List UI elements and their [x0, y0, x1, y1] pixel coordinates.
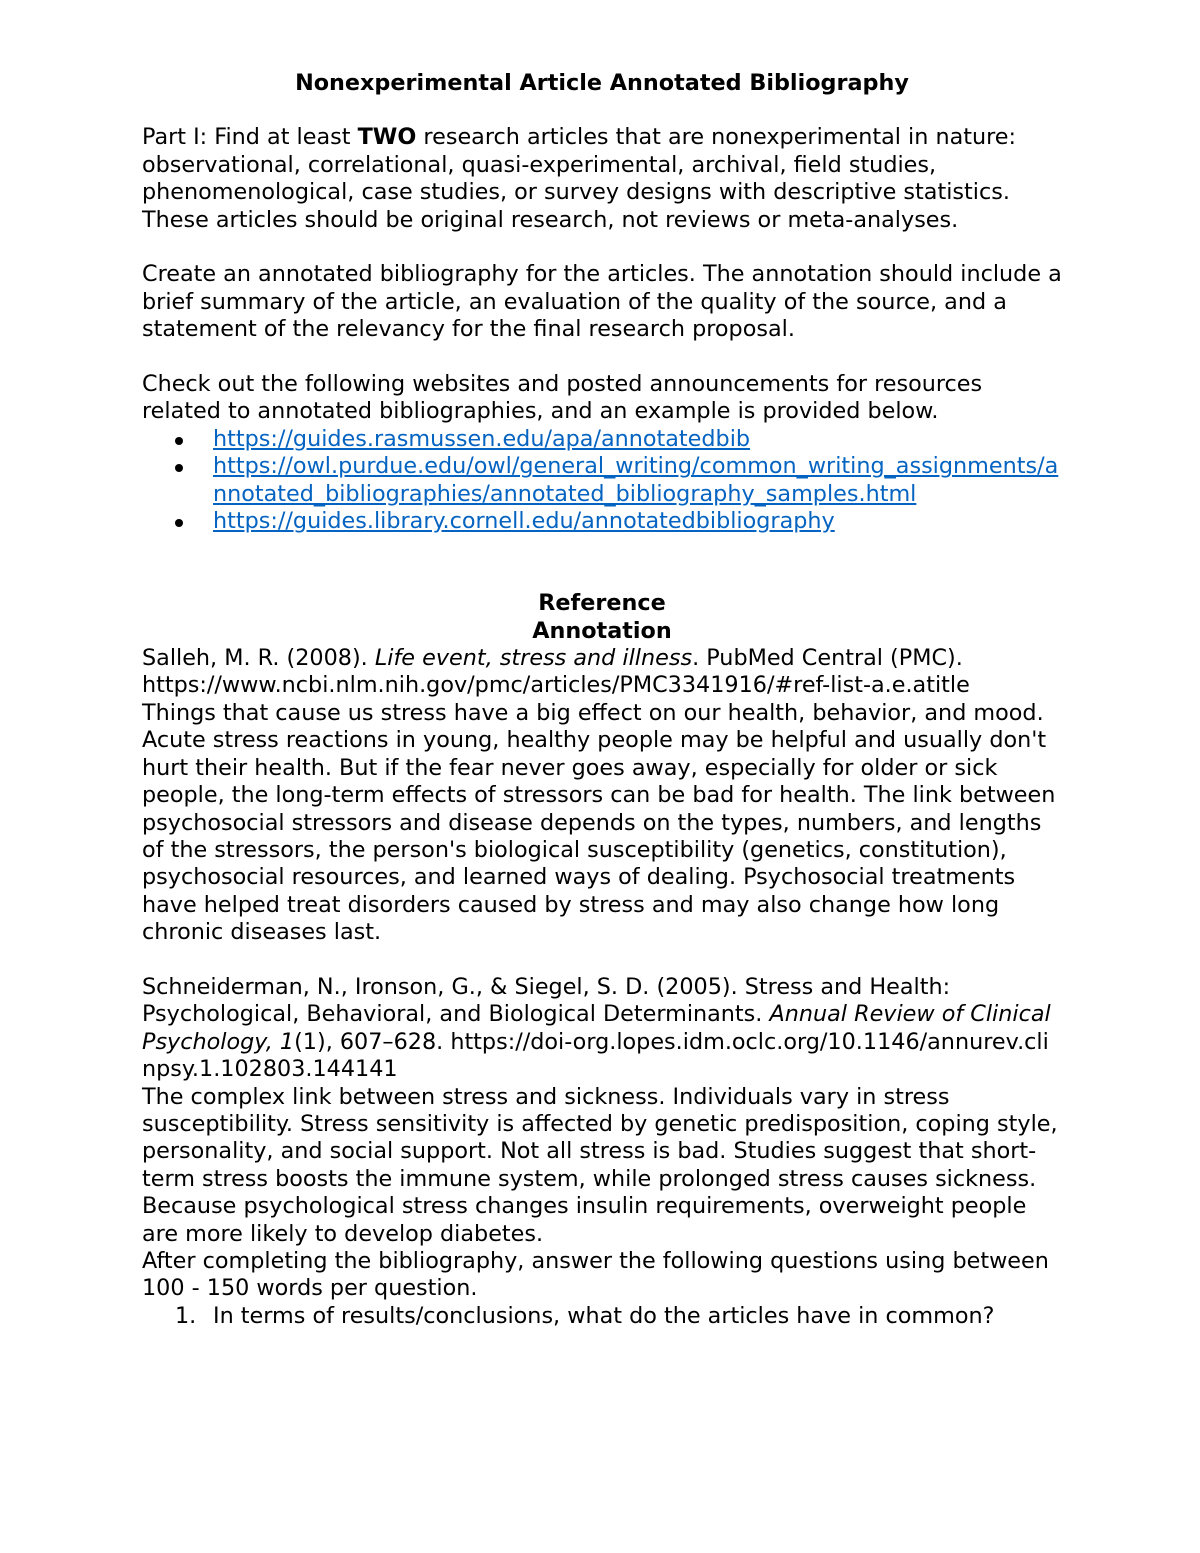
reference-2-citation: Schneiderman, N., Ironson, G., & Siegel, S. D. (2005). Stress and Health: Psychological, Behavioral, and Biological Determinants. Annual Review of Clinical Psychology, 1(1), 607–628. https://doi-org.lopes.idm.oclc.org/10.1146/annurev.clinpsy.1.102803.144141 — [142, 973, 1051, 1083]
question-number: 1. — [175, 1302, 197, 1329]
reference-1-annotation: Things that cause us stress have a big effect on our health, behavior, and mood. Acute stress reactions in young, healthy people may be helpful and usually don't hurt their health. But if the fear never goes away, especially for older or sick people, the long-term effects of stressors can be bad for health. The link between psychosocial stressors and disease depends on the types, numbers, and lengths of the stressors, the person's biological susceptibility (genetics, constitution), psychosocial resources, and learned ways of dealing. Psychosocial treatments have helped treat disorders caused by stress and may also change how long chronic diseases last. — [142, 699, 1056, 946]
bullet-icon — [175, 519, 183, 527]
reference-2-annotation: The complex link between stress and sickness. Individuals vary in stress susceptibility. Stress sensitivity is affected by genetic predisposition, coping style, personality, and social support. Not all stress is bad. Studies suggest that short-term stress boosts the immune system, while prolonged stress causes sickness. Because psychological stress changes insulin requirements, overweight people are more likely to develop diabetes. — [142, 1083, 1058, 1247]
purdue-owl-link[interactable]: https://owl.purdue.edu/owl/general_writing/common_writing_assignments/annotated_bibliographies/annotated_bibliography_samples.html — [213, 453, 1059, 507]
question-text: In terms of results/conclusions, what do the articles have in common? — [213, 1302, 995, 1329]
check-paragraph: Check out the following websites and posted announcements for resources related to annotated bibliographies, and an example is provided below. — [142, 371, 983, 425]
rasmussen-link[interactable]: https://guides.rasmussen.edu/apa/annotatedbib — [213, 425, 751, 452]
after-paragraph: After completing the bibliography, answer the following questions using between 100 - 150 words per question. — [142, 1247, 1049, 1302]
part1-bold-count: TWO — [357, 124, 417, 151]
list-item — [142, 453, 1062, 508]
questions-list — [142, 1303, 1062, 1330]
resource-links-list — [142, 426, 1062, 536]
reference-1-citation: Salleh, M. R. (2008). Life event, stress and illness. PubMed Central (PMC). — [142, 645, 963, 672]
list-item — [142, 508, 1062, 535]
part1-paragraph: Part I: Find at least TWO research articles that are nonexperimental in nature: observational, correlational, quasi-experimental, archival, field studies, phenomenological, case studies, or survey designs with descriptive statistics. These articles should be original research, not reviews or meta-analyses. — [142, 124, 1017, 233]
bullet-icon — [175, 437, 183, 445]
cornell-link[interactable]: https://guides.library.cornell.edu/annotatedbibliography — [213, 508, 835, 535]
reference-1-url: https://www.ncbi.nlm.nih.gov/pmc/articles/PMC3341916/#ref-list-a.e.atitle — [142, 672, 970, 699]
list-item — [142, 1303, 1062, 1330]
document-title: Nonexperimental Article Annotated Bibliography — [295, 70, 909, 96]
document-page — [142, 70, 1062, 1330]
bullet-icon — [175, 464, 183, 472]
list-item — [142, 426, 1062, 453]
annotation-heading: Annotation — [532, 617, 672, 644]
reference-2-url: https://doi-org.lopes.idm.oclc.org/10.1146/annurev.clinpsy.1.102803.144141 — [142, 1028, 1049, 1083]
reference-heading: Reference — [538, 590, 666, 617]
create-paragraph: Create an annotated bibliography for the articles. The annotation should include a brief summary of the article, an evaluation of the quality of the source, and a statement of the relevancy for the final research proposal. — [142, 261, 1062, 343]
